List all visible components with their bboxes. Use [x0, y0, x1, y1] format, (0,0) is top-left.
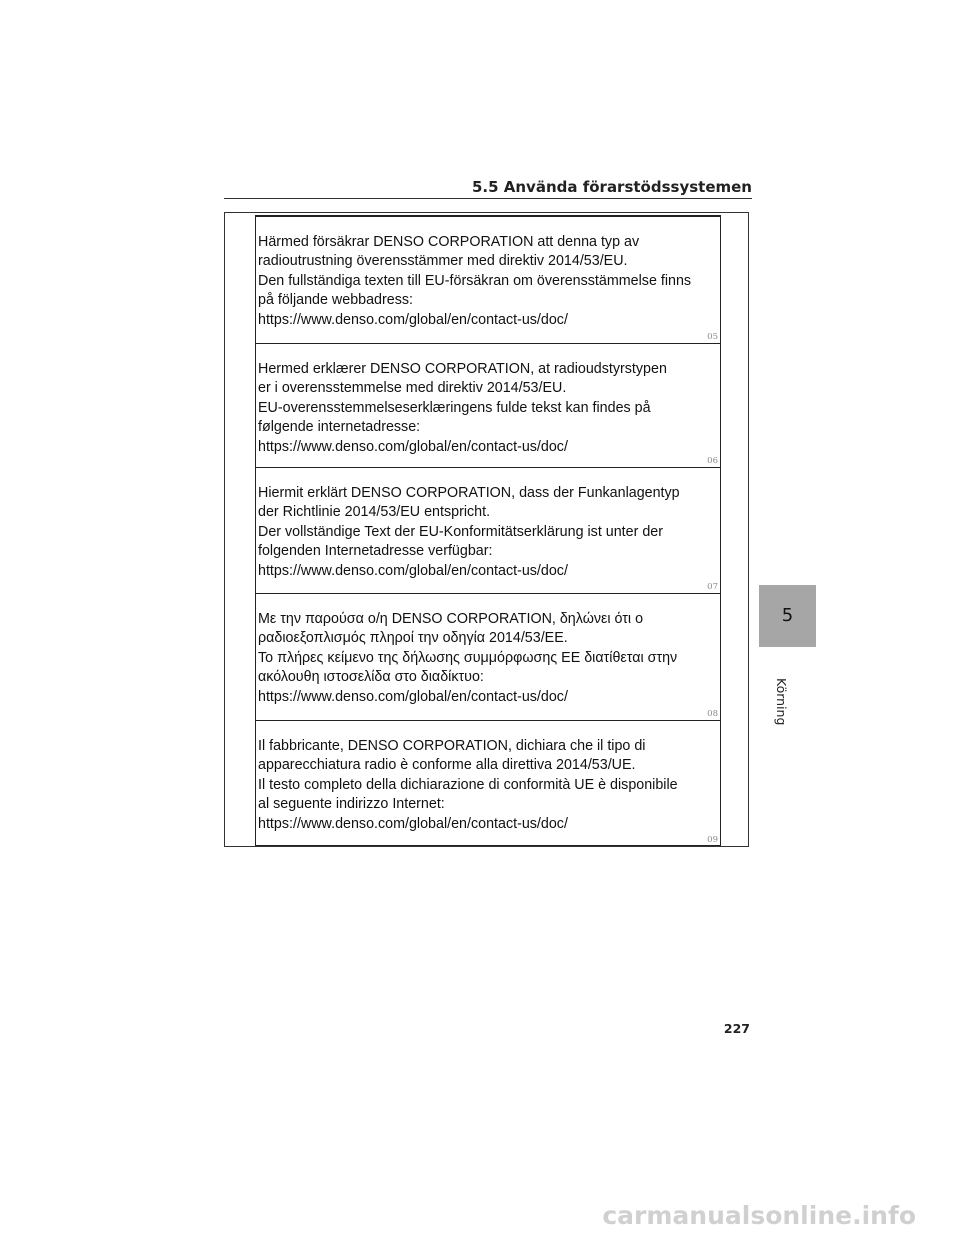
declaration-text: Härmed försäkrar DENSO CORPORATION att denna typ av radioutrustning överensstämmer med direktiv 2014/53/EU. Den fullständiga texten till EU-försäkran om överensstämmelse finns på följande webbadress: https://www.denso.com/global/en/contact-us/doc/	[258, 234, 692, 328]
declaration-text: Hermed erklærer DENSO CORPORATION, at radioudstyrstypen er i overensstemmelse med direktiv 2014/53/EU. EU-overensstemmelseserklæringens fulde tekst kan findes på følgende internetadresse: https://www.denso.com/global/en/contact-us/doc/	[258, 361, 667, 455]
chapter-label-text: Körning	[774, 678, 789, 726]
header-divider	[224, 198, 752, 199]
declaration-code: 08	[707, 709, 718, 719]
declaration-code: 05	[707, 332, 718, 342]
declaration-code: 06	[707, 456, 718, 466]
declaration-greek	[256, 594, 720, 721]
declaration-italian	[256, 721, 720, 846]
declaration-box	[255, 215, 721, 846]
page-number: 227	[723, 1021, 750, 1036]
section-header-title: 5.5 Använda förarstödssystemen	[471, 178, 752, 196]
declaration-swedish	[256, 217, 720, 344]
declaration-code: 09	[707, 835, 718, 845]
declaration-code: 07	[707, 582, 718, 592]
declaration-text: Il fabbricante, DENSO CORPORATION, dichiara che il tipo di apparecchiatura radio è conforme alla direttiva 2014/53/UE. Il testo completo della dichiarazione di conformità UE è disponibile al seguente indirizzo Internet: https://www.denso.com/global/en/contact-us/doc/	[258, 738, 678, 832]
chapter-label	[773, 678, 789, 748]
declaration-text: Με την παρούσα ο/η DENSO CORPORATION, δηλώνει ότι ο ραδιοεξοπλισμός πληροί την οδηγία 2014/53/ΕΕ. Το πλήρες κείμενο της δήλωσης συμμόρφωσης ΕΕ διατίθεται στην ακόλουθη ιστοσελίδα στο διαδίκτυο: https://www.denso.com/global/en/contact-us/doc/	[258, 611, 678, 705]
declaration-danish	[256, 344, 720, 468]
watermark: carmanualsonline.info	[602, 1201, 916, 1230]
declaration-german	[256, 468, 720, 594]
chapter-number: 5	[781, 605, 794, 626]
declaration-text: Hiermit erklärt DENSO CORPORATION, dass der Funkanlagentyp der Richtlinie 2014/53/EU entspricht. Der vollständige Text der EU-Konformitätserklärung ist unter der folgenden Internetadresse verfügbar: https://www.denso.com/global/en/contact-us/doc/	[258, 485, 680, 579]
chapter-tab	[759, 585, 816, 647]
